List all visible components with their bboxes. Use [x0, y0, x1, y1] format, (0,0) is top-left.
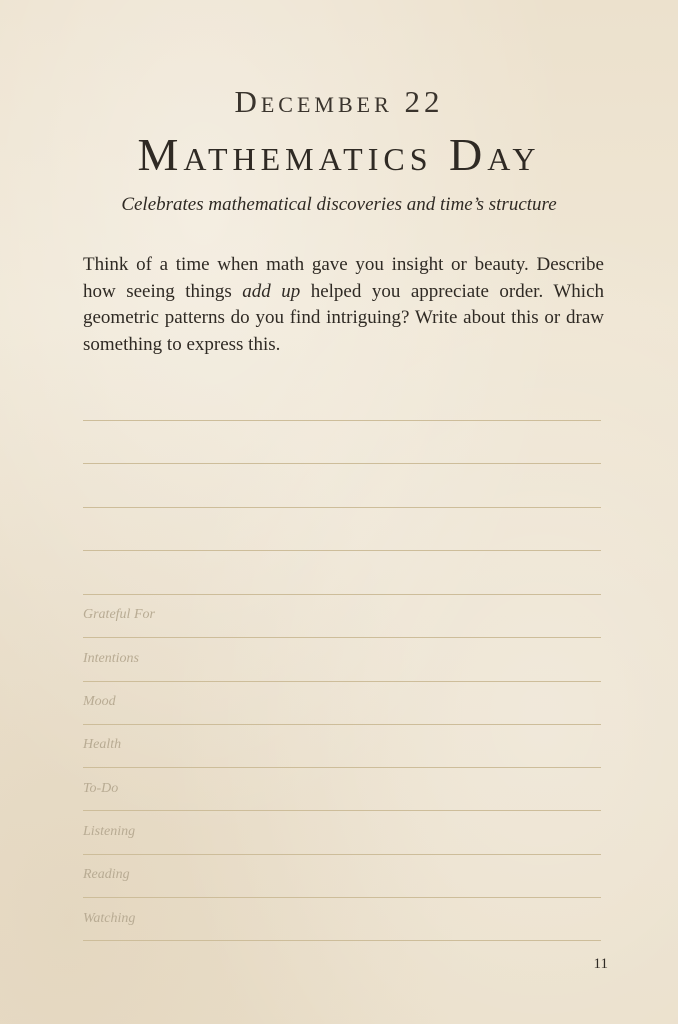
writing-line: [83, 810, 601, 811]
writing-line: [83, 637, 601, 638]
field-label-listening: Listening: [83, 824, 136, 839]
writing-line: [83, 767, 601, 768]
writing-line: [83, 420, 601, 421]
field-label-intentions: Intentions: [83, 651, 139, 666]
prompt-text-start: Think of a time when math gave you insight or beauty. Describe how seeing things: [83, 254, 604, 302]
page-subtitle: Celebrates mathematical discoveries and time’s structure: [121, 194, 557, 215]
writing-line: [83, 854, 601, 855]
writing-line: [83, 940, 601, 941]
writing-line: [83, 463, 601, 464]
field-label-to-do: To-Do: [83, 781, 119, 796]
page-number: 11: [593, 956, 608, 972]
field-label-reading: Reading: [83, 867, 130, 882]
writing-line: [83, 507, 601, 508]
writing-prompt: [83, 252, 604, 358]
field-label-health: Health: [83, 737, 122, 752]
page-date: December 22: [234, 84, 444, 119]
field-label-watching: Watching: [83, 911, 136, 926]
field-label-mood: Mood: [83, 694, 116, 709]
prompt-text-end: helped you appreciate order. Which geometric patterns do you find intriguing? Write about this or draw something to express this.: [83, 280, 604, 355]
field-label-grateful-for: Grateful For: [83, 607, 155, 622]
writing-line: [83, 681, 601, 682]
page-title: Mathematics Day: [137, 129, 541, 180]
writing-line: [83, 550, 601, 551]
writing-line: [83, 594, 601, 595]
writing-line: [83, 724, 601, 725]
writing-line: [83, 897, 601, 898]
prompt-emphasis: add up: [242, 280, 301, 302]
